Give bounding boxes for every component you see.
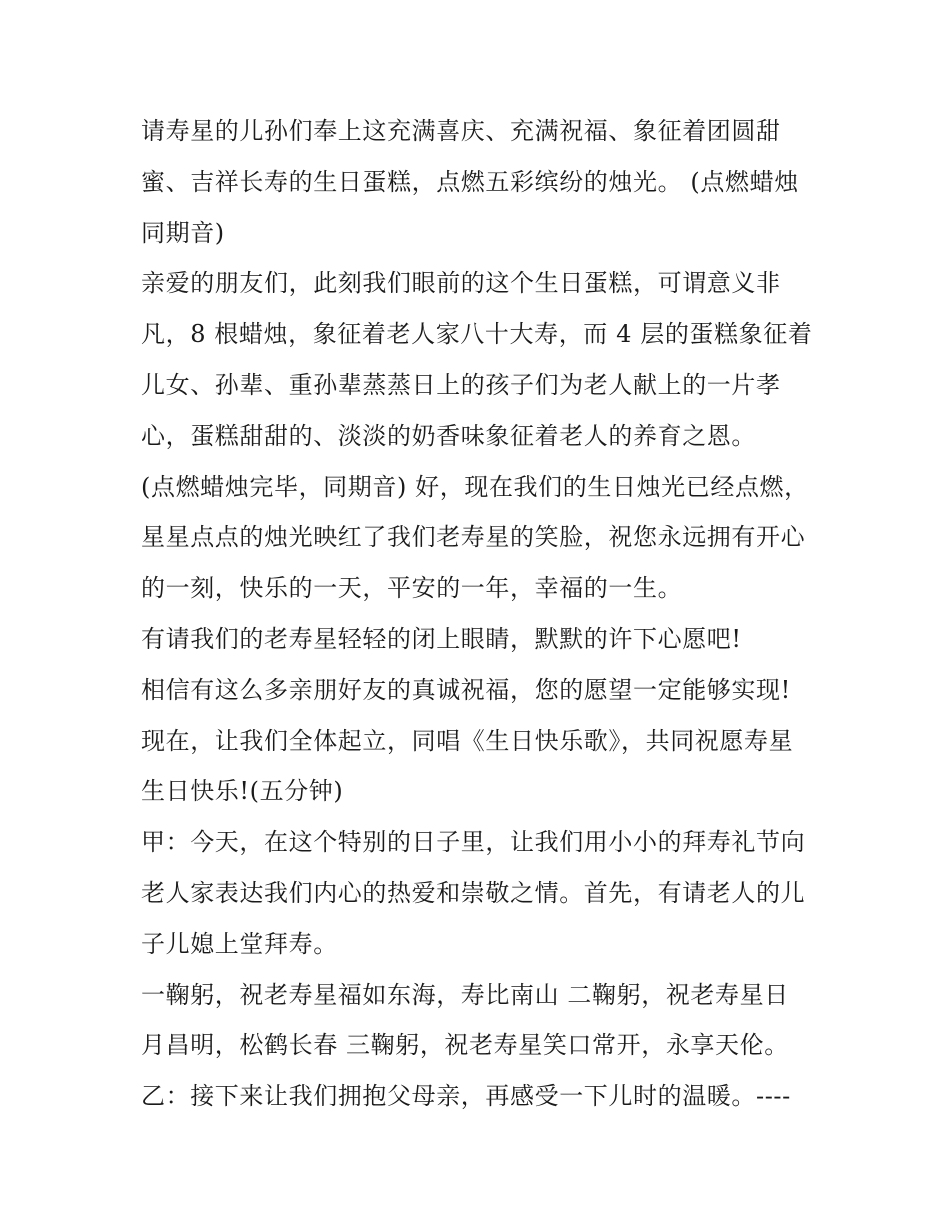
text-line: 有请我们的老寿星轻轻的闭上眼睛，默默的许下心愿吧! <box>141 624 742 653</box>
document-body <box>141 106 821 1122</box>
text-line: 蜜、吉祥长寿的生日蛋糕，点燃五彩缤纷的烛光。 (点燃蜡烛 <box>141 167 799 196</box>
text-line: (点燃蜡烛完毕，同期音) 好，现在我们的生日烛光已经点燃， <box>141 472 809 501</box>
text-line: 老人家表达我们内心的热爱和崇敬之情。首先，有请老人的儿 <box>141 878 806 907</box>
text-line: 现在，让我们全体起立，同唱《生日快乐歌》，共同祝愿寿星 <box>141 726 794 755</box>
text-line: 同期音) <box>141 218 225 247</box>
text-line: 亲爱的朋友们，此刻我们眼前的这个生日蛋糕，可谓意义非 <box>141 269 781 298</box>
text-line: 儿女、孙辈、重孙辈蒸蒸日上的孩子们为老人献上的一片孝 <box>141 370 781 399</box>
text-line: 星星点点的烛光映红了我们老寿星的笑脸，祝您永远拥有开心 <box>141 523 806 552</box>
text-line: 甲：今天，在这个特别的日子里，让我们用小小的拜寿礼节向 <box>141 828 806 857</box>
text-line: 请寿星的儿孙们奉上这充满喜庆、充满祝福、象征着团圆甜 <box>141 117 781 145</box>
text-line: 子儿媳上堂拜寿。 <box>141 929 338 958</box>
text-line: 生日快乐!(五分钟) <box>141 777 344 806</box>
text-line: 凡，8 根蜡烛，象征着老人家八十大寿，而 4 层的蛋糕象征着 <box>141 320 813 349</box>
text-line: 心，蛋糕甜甜的、淡淡的奶香味象征着老人的养育之恩。 <box>141 421 756 450</box>
text-line: 相信有这么多亲朋好友的真诚祝福，您的愿望一定能够实现! <box>141 675 791 704</box>
text-line: 的一刻，快乐的一天，平安的一年，幸福的一生。 <box>141 574 683 603</box>
text-line: 月昌明，松鹤长春 三鞠躬，祝老寿星笑口常开，永享天伦。 <box>141 1031 789 1060</box>
text-line: 一鞠躬，祝老寿星福如东海，寿比南山 二鞠躬，祝老寿星日 <box>141 980 789 1009</box>
text-line: 乙：接下来让我们拥抱父母亲，再感受一下儿时的温暖。---- <box>141 1082 791 1111</box>
